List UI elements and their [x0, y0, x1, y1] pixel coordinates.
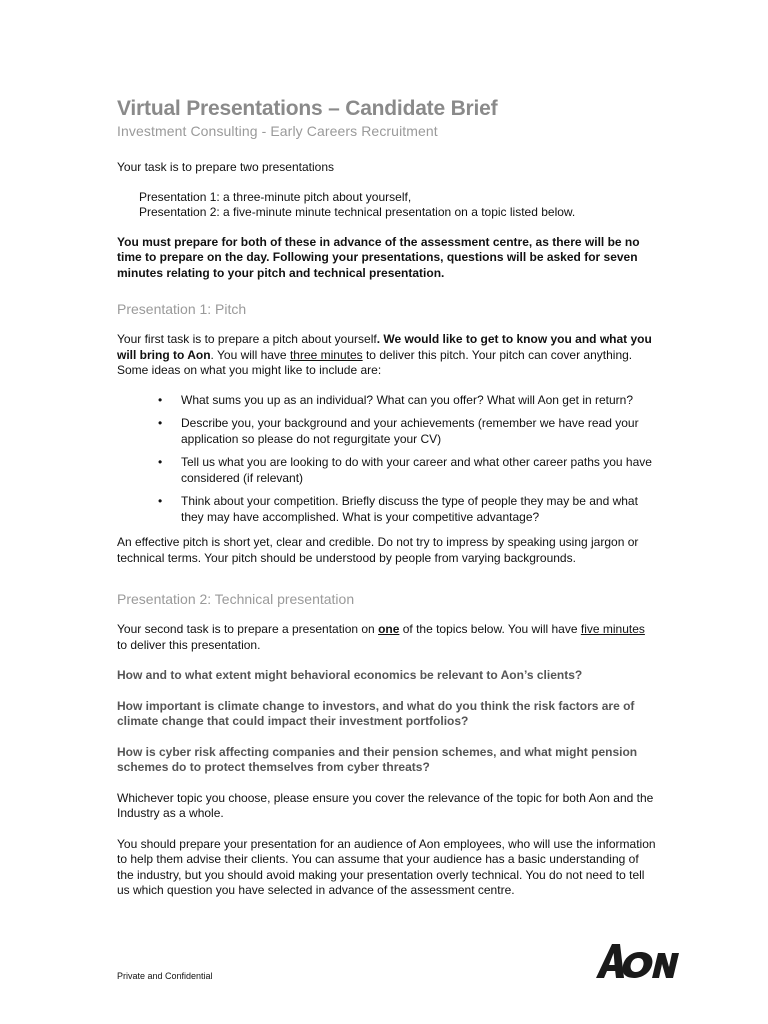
topic-question-1: How and to what extent might behavioral economics be relevant to Aon’s clients? [117, 668, 583, 682]
document-title: Virtual Presentations – Candidate Brief [117, 97, 498, 120]
list-item-text: Think about your competition. Briefly discuss the type of people they may be and what they may have accomplished. What is your competitive advantage? [181, 494, 638, 524]
bullet-icon: • [158, 416, 163, 430]
bullet-icon: • [158, 494, 163, 508]
audience-paragraph: You should prepare your presentation for an audience of Aon employees, who will use the information to help them advise their clients. You can assume that your audience has a basic understanding of the industry, but you should avoid making your presentation overly technical. You do not need to tell us which question you have selected in advance of the assessment centre. [117, 836, 656, 897]
task-intro: Your task is to prepare two presentations [117, 160, 335, 174]
technical-duration: five minutes [580, 622, 645, 636]
pitch-paragraph [117, 332, 657, 379]
pitch-heading: Presentation 1: Pitch [117, 301, 247, 317]
whichever-paragraph: Whichever topic you choose, please ensure you cover the relevance of the topic for both Aon and the Industry as a whole. [117, 790, 654, 820]
list-item-text: What sums you up as an individual? What can you offer? What will Aon get in return? [181, 392, 634, 407]
bullet-icon: • [158, 392, 163, 407]
bullet-icon: • [158, 455, 163, 469]
pitch-duration: three minutes [289, 347, 363, 362]
presentation-list [117, 190, 657, 221]
presentation-1-line: Presentation 1: a three-minute pitch about yourself, [139, 189, 412, 204]
aon-logo [594, 940, 680, 982]
pitch-text-c: . You will have [210, 347, 290, 362]
document-subtitle: Investment Consulting - Early Careers Recruitment [117, 123, 438, 139]
effective-pitch-paragraph: An effective pitch is short yet, clear and credible. Do not try to impress by speaking using jargon or technical terms. Your pitch should be understood by people from varying backgrounds. [117, 535, 639, 565]
list-item [117, 416, 657, 447]
must-prepare-notice: You must prepare for both of these in advance of the assessment centre, as there will be no time to prepare on the day. Following your presentations, questions will be asked for seven minutes relating to your pitch and technical presentation. [117, 234, 640, 280]
topic-question-2: How important is climate change to investors, and what do you think the risk factors are of climate change that could impact their investment portfolios? [117, 698, 635, 728]
list-item [117, 494, 657, 525]
technical-text-c: of the topics below. You will have [399, 622, 581, 636]
presentation-2-line: Presentation 2: a five-minute minute technical presentation on a topic listed below. [139, 205, 576, 219]
document-body [117, 96, 657, 899]
footer-confidential: Private and Confidential [117, 971, 213, 981]
technical-heading: Presentation 2: Technical presentation [117, 591, 355, 607]
technical-text-a: Your second task is to prepare a presentation on [117, 622, 379, 636]
topic-question-3: How is cyber risk affecting companies and their pension schemes, and what might pension schemes do to protect themselves from cyber threats? [117, 744, 638, 774]
pitch-text-a: Your first task is to prepare a pitch about yourself [117, 332, 377, 346]
technical-one: one [378, 622, 400, 636]
list-item-text: Tell us what you are looking to do with your career and what other career paths you have considered (if relevant) [181, 455, 652, 485]
list-item-text: Describe you, your background and your achievements (remember we have read your application so please do not regurgitate your CV) [181, 416, 639, 446]
technical-paragraph [117, 622, 657, 653]
pitch-ideas-list [117, 393, 657, 526]
list-item [117, 393, 657, 409]
technical-text-e: to deliver this presentation. [117, 637, 261, 652]
list-item [117, 455, 657, 486]
pitch-text-e: to deliver this pitch. Your pitch can cover anything. Some ideas on what you might like to include are: [117, 347, 633, 377]
pitch-text-bold: . We would like to get to know you and what you will bring to Aon [117, 332, 652, 362]
